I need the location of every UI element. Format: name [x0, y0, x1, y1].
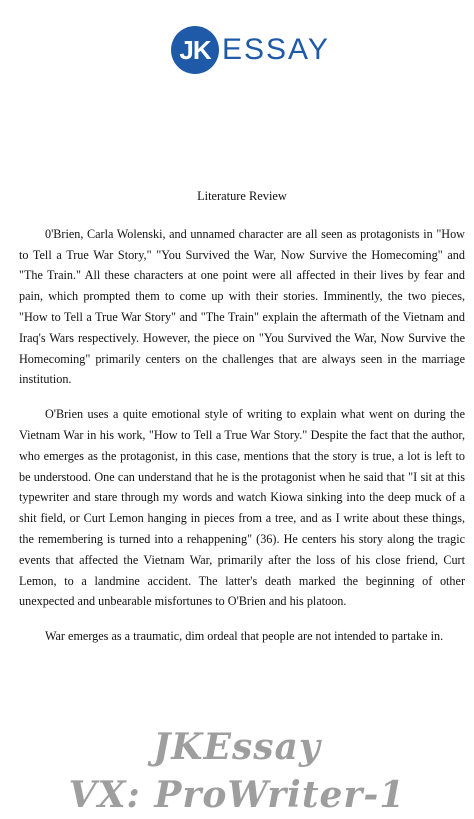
logo-wordmark: ESSAY [222, 33, 330, 66]
jkessay-logo [171, 26, 330, 74]
document-body [19, 186, 465, 661]
document-title: Literature Review [197, 189, 287, 203]
paragraph-1: 0'Brien, Carla Wolenski, and unnamed character are all seen as protagonists in "How to Tell a True War Story," "You Survived the War, Now Survive the Homecoming" and "The Train." All these characters at one point were all affected in their lives by fear and pain, which prompted them to come up with their stories. Imminently, the two pieces, "How to Tell a True War Story" and "The Train" explain the aftermath of the Vietnam and Iraq's Wars respectively. However, the piece on "You Survived the War, Now Survive the Homecoming" primarily centers on the challenges that are always seen in the marriage institution. [19, 226, 465, 387]
paragraph-3: War emerges as a traumatic, dim ordeal that people are not intended to partake in. [45, 629, 444, 644]
watermark-brand: JKEssay [153, 726, 321, 768]
logo-circle-mark: JK [171, 26, 219, 74]
header [0, 26, 474, 76]
paragraph-2: O'Brien uses a quite emotional style of writing to explain what went on during the Vietnam War in his work, "How to Tell a True War Story." Despite the fact that the author, who emerges as the protagonist, in this case, mentions that the story is true, a lot is left to be understood. One can understand that he is the protagonist when he said that "I sit at this typewriter and stare through my words and watch Kiowa sinking into the deep muck of a shit field, or Curt Lemon hanging in pieces from a tree, and as I write about these things, the remembering is turned into a rehappening" (36). He centers his story along the tragic events that affected the Vietnam War, primarily after the loss of his close friend, Curt Lemon, to a landmine accident. The latter's death marked the beginning of other unexpected and unbearable misfortunes to O'Brien and his platoon. [19, 407, 465, 609]
watermark-contact: VX: ProWriter-1 [68, 774, 406, 816]
